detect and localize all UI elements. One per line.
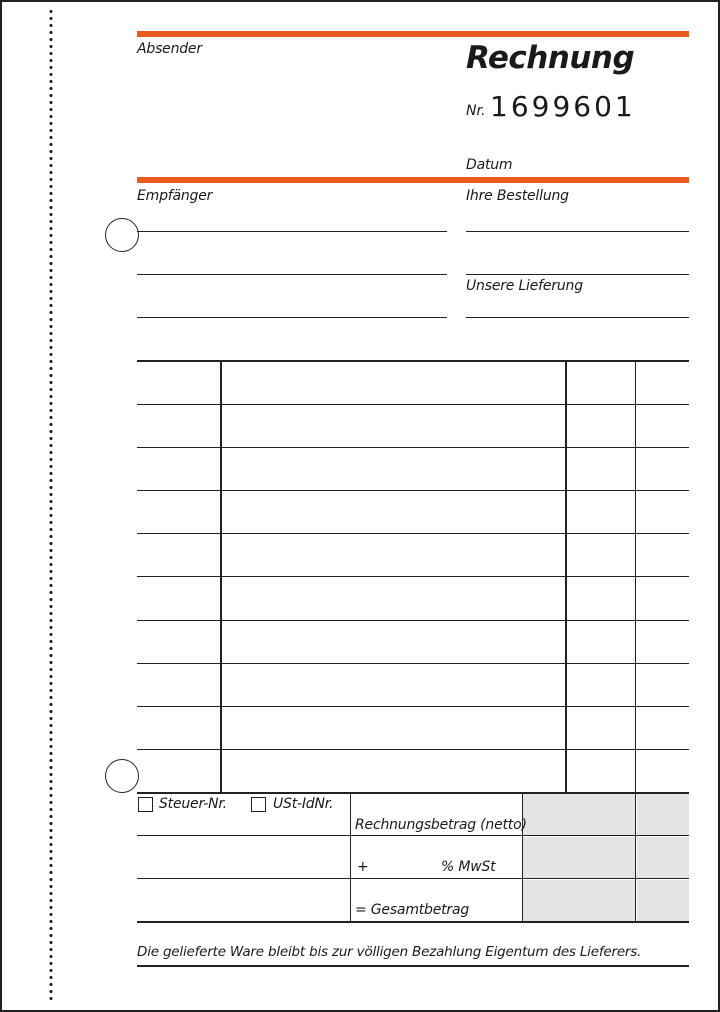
retention-of-title-note: Die gelieferte Ware bleibt bis zur völligen Bezahlung Eigentum des Lieferers.: [137, 944, 642, 960]
recipient-line-2[interactable]: [137, 274, 447, 275]
date-label: Datum: [466, 157, 513, 173]
vat-id-label: USt-IdNr.: [273, 796, 334, 812]
table-column-divider: [635, 360, 636, 792]
gross-amount-label: = Gesamtbetrag: [355, 902, 470, 918]
order-line[interactable]: [466, 231, 689, 232]
vat-id-checkbox[interactable]: [251, 797, 266, 812]
document-title: Rechnung: [466, 40, 635, 76]
middle-accent-bar: [137, 177, 689, 183]
plus-sign: +: [357, 859, 369, 875]
vat-amount-field[interactable]: [523, 837, 635, 878]
sender-label: Absender: [137, 41, 202, 57]
top-accent-bar: [137, 31, 689, 37]
totals-row-divider: [137, 835, 689, 836]
net-amount-field[interactable]: [523, 793, 635, 835]
table-column-divider: [220, 360, 222, 792]
order-label: Ihre Bestellung: [466, 188, 569, 204]
totals-column-divider: [635, 792, 636, 922]
vat-percent-label: % MwSt: [441, 859, 496, 875]
totals-row-divider: [137, 878, 689, 879]
totals-column-divider: [522, 792, 523, 922]
invoice-number: 1699601: [490, 90, 636, 123]
recipient-label: Empfänger: [137, 188, 213, 204]
invoice-number-label: Nr.: [466, 103, 486, 119]
totals-bottom-border: [137, 921, 689, 923]
footer-line: [137, 965, 689, 967]
tax-number-checkbox[interactable]: [138, 797, 153, 812]
punch-hole-bottom: [105, 759, 139, 793]
recipient-line-3[interactable]: [137, 317, 447, 318]
net-amount-cents-field[interactable]: [637, 793, 689, 835]
delivery-label: Unsere Lieferung: [466, 278, 583, 294]
gross-amount-field[interactable]: [523, 880, 635, 922]
totals-top-border: [137, 792, 689, 794]
gross-amount-cents-field[interactable]: [637, 880, 689, 922]
punch-hole-top: [105, 218, 139, 252]
net-amount-label: Rechnungsbetrag (netto): [355, 817, 527, 833]
vat-amount-cents-field[interactable]: [637, 837, 689, 878]
tax-number-label: Steuer-Nr.: [159, 796, 227, 812]
recipient-line-1[interactable]: [137, 231, 447, 232]
order-line-2[interactable]: [466, 274, 689, 275]
delivery-line[interactable]: [466, 317, 689, 318]
table-column-divider: [565, 360, 567, 792]
perforation-edge: [49, 8, 53, 1004]
totals-column-divider: [350, 792, 351, 922]
